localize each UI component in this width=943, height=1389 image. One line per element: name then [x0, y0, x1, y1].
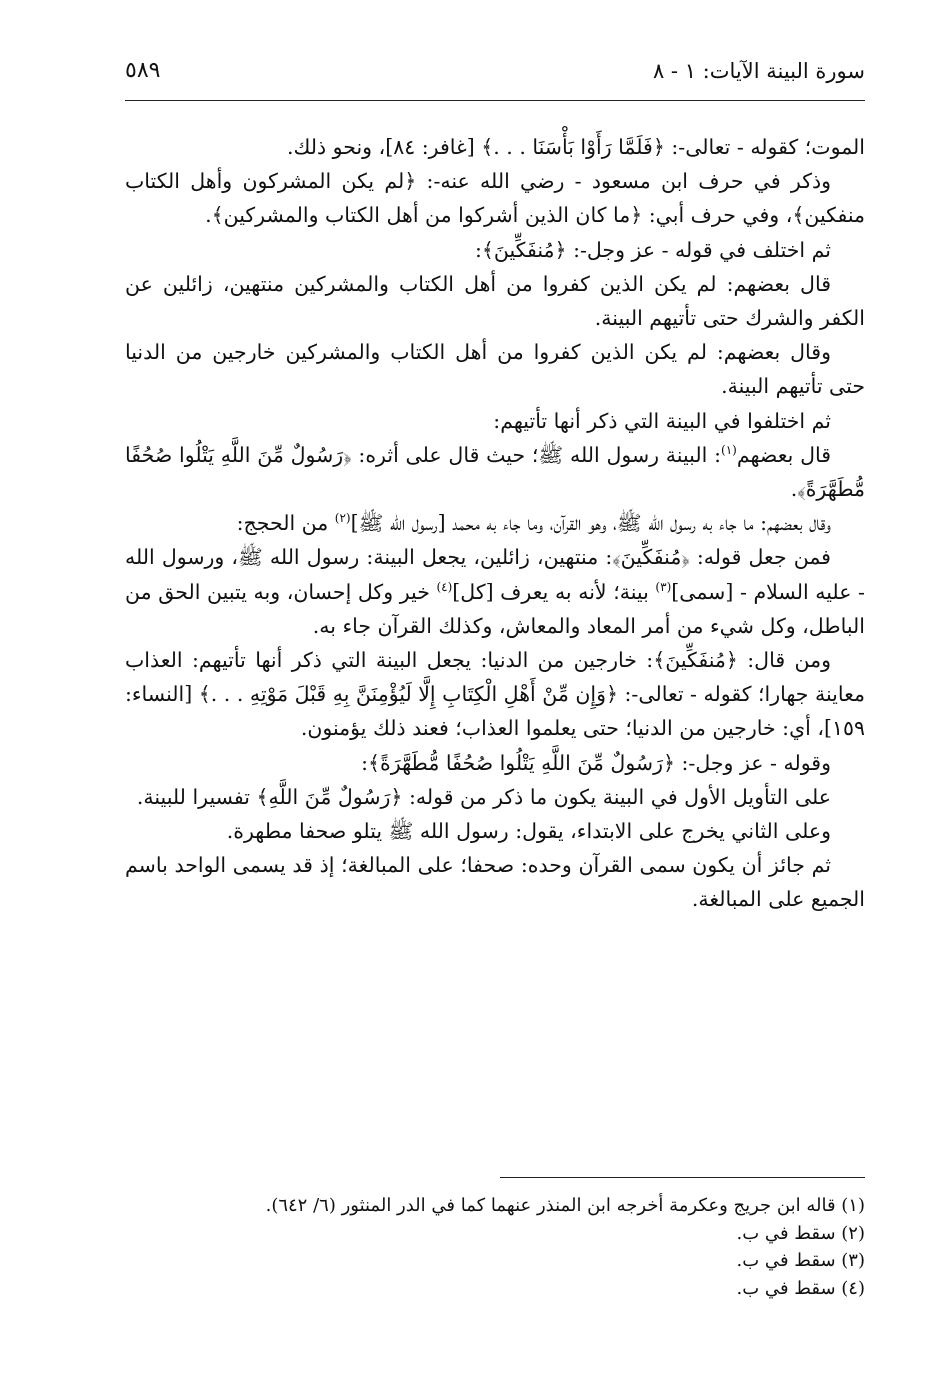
running-header [125, 52, 865, 90]
footnote-divider [500, 1177, 865, 1178]
text-run: من الحجج: [236, 511, 335, 536]
main-text [125, 130, 865, 917]
paragraph: وقوله - عز وجل-: ﴿رَسُولٌ مِّنَ اللَّهِ يَتْلُوا صُحُفًا مُّطَهَّرَةً﴾: [361, 750, 831, 775]
paragraph: وعلى الثاني يخرج على الابتداء، يقول: رسول الله ﷺ يتلو صحفا مطهرة. [226, 819, 831, 844]
footnote-ref: (٢) [334, 511, 351, 526]
paragraph: وذكر في حرف ابن مسعود - رضي الله عنه-: ﴿لم يكن المشركون وأهل الكتاب منفكين﴾، وفي حرف أبي: ﴿ما كان الذين أشركوا من أهل الكتاب والمشركين﴾. [125, 169, 865, 228]
chapter-title: سورة البينة الآيات: ١ - ٨ [652, 59, 865, 83]
paragraph: الموت؛ كقوله - تعالى-: ﴿فَلَمَّا رَأَوْا بَأْسَنَا . . .﴾ [غافر: ٨٤]، ونحو ذلك. [286, 135, 865, 159]
text-run: : البينة رسول الله ﷺ؛ حيث قال على أثره: ﴿رَسُولٌ مِّنَ اللَّهِ يَتْلُوا صُحُفًا مُّطَهَّرَةً﴾. [125, 442, 865, 502]
paragraph [125, 506, 865, 540]
paragraph: على التأويل الأول في البينة يكون ما ذكر من قوله: ﴿رَسُولٌ مِّنَ اللَّهِ﴾ تفسيرا للبينة. [136, 784, 831, 809]
text-run: خير وكل إحسان، وبه يتبين الحق من الباطل، وكل شيء من أمر المعاد والمعاش، وكذلك القرآن جاء به. [125, 579, 865, 638]
footnote: (٣) سقط في ب. [736, 1250, 865, 1271]
footnote: (٢) سقط في ب. [736, 1222, 865, 1244]
paragraph: ثم اختلفوا في البينة التي ذكر أنها تأتيهم: [493, 408, 831, 433]
text-run: قال بعضهم [736, 442, 832, 467]
book-page [125, 52, 865, 1352]
paragraph: ثم اختلف في قوله - عز وجل-: ﴿مُنفَكِّينَ﴾: [474, 237, 831, 262]
footnote-ref: (١) [721, 443, 737, 457]
paragraph [125, 438, 865, 506]
footnote-ref: (٤) [436, 579, 453, 594]
page-number: ٥٨٩ [125, 58, 161, 83]
footnote: (٤) سقط في ب. [736, 1277, 865, 1299]
paragraph [125, 540, 865, 643]
text-run: وقال بعضهم: ما جاء به رسول الله ﷺ، وهو القرآن، وما جاء به محمد [رسول الله ﷺ] [350, 511, 831, 536]
header-divider [125, 100, 865, 101]
paragraph: ومن قال: ﴿مُنفَكِّينَ﴾: خارجين من الدنيا: يجعل البينة التي ذكر أنها تأتيهم: العذاب معاينة جهارا؛ كقوله - تعالى-: ﴿وَإِن مِّنْ أَهْلِ الْكِتَابِ إِلَّا لَيُؤْمِنَنَّ بِهِ قَبْلَ مَوْتِهِ . . .﴾ [النساء: ١٥٩]، أي: خارجين من الدنيا؛ حتى يعلموا العذاب؛ فعند ذلك يؤمنون. [125, 648, 865, 741]
footnote: (١) قاله ابن جريج وعكرمة أخرجه ابن المنذر عنهما كما في الدر المنثور (٦/ ٦٤٢). [265, 1195, 865, 1216]
paragraph: قال بعضهم: لم يكن الذين كفروا من أهل الكتاب والمشركين منتهين، زائلين عن الكفر والشرك حتى تأتيهم البينة. [125, 271, 865, 331]
paragraph: ثم جائز أن يكون سمى القرآن وحده: صحفا؛ على المبالغة؛ إذ قد يسمى الواحد باسم الجميع على المبالغة. [125, 853, 865, 912]
paragraph: وقال بعضهم: لم يكن الذين كفروا من أهل الكتاب والمشركين خارجين من الدنيا حتى تأتيهم البينة. [125, 340, 865, 399]
text-run: فمن جعل قوله: ﴿مُنفَكِّينَ﴾: منتهين، زائلين، يجعل البينة: رسول الله ﷺ، ورسول الله - عليه السلام - [سمى] [125, 545, 865, 604]
text-run: بينة؛ لأنه به يعرف [كل] [452, 579, 656, 604]
footnotes [125, 1192, 865, 1302]
footnote-ref: (٣) [655, 579, 672, 594]
